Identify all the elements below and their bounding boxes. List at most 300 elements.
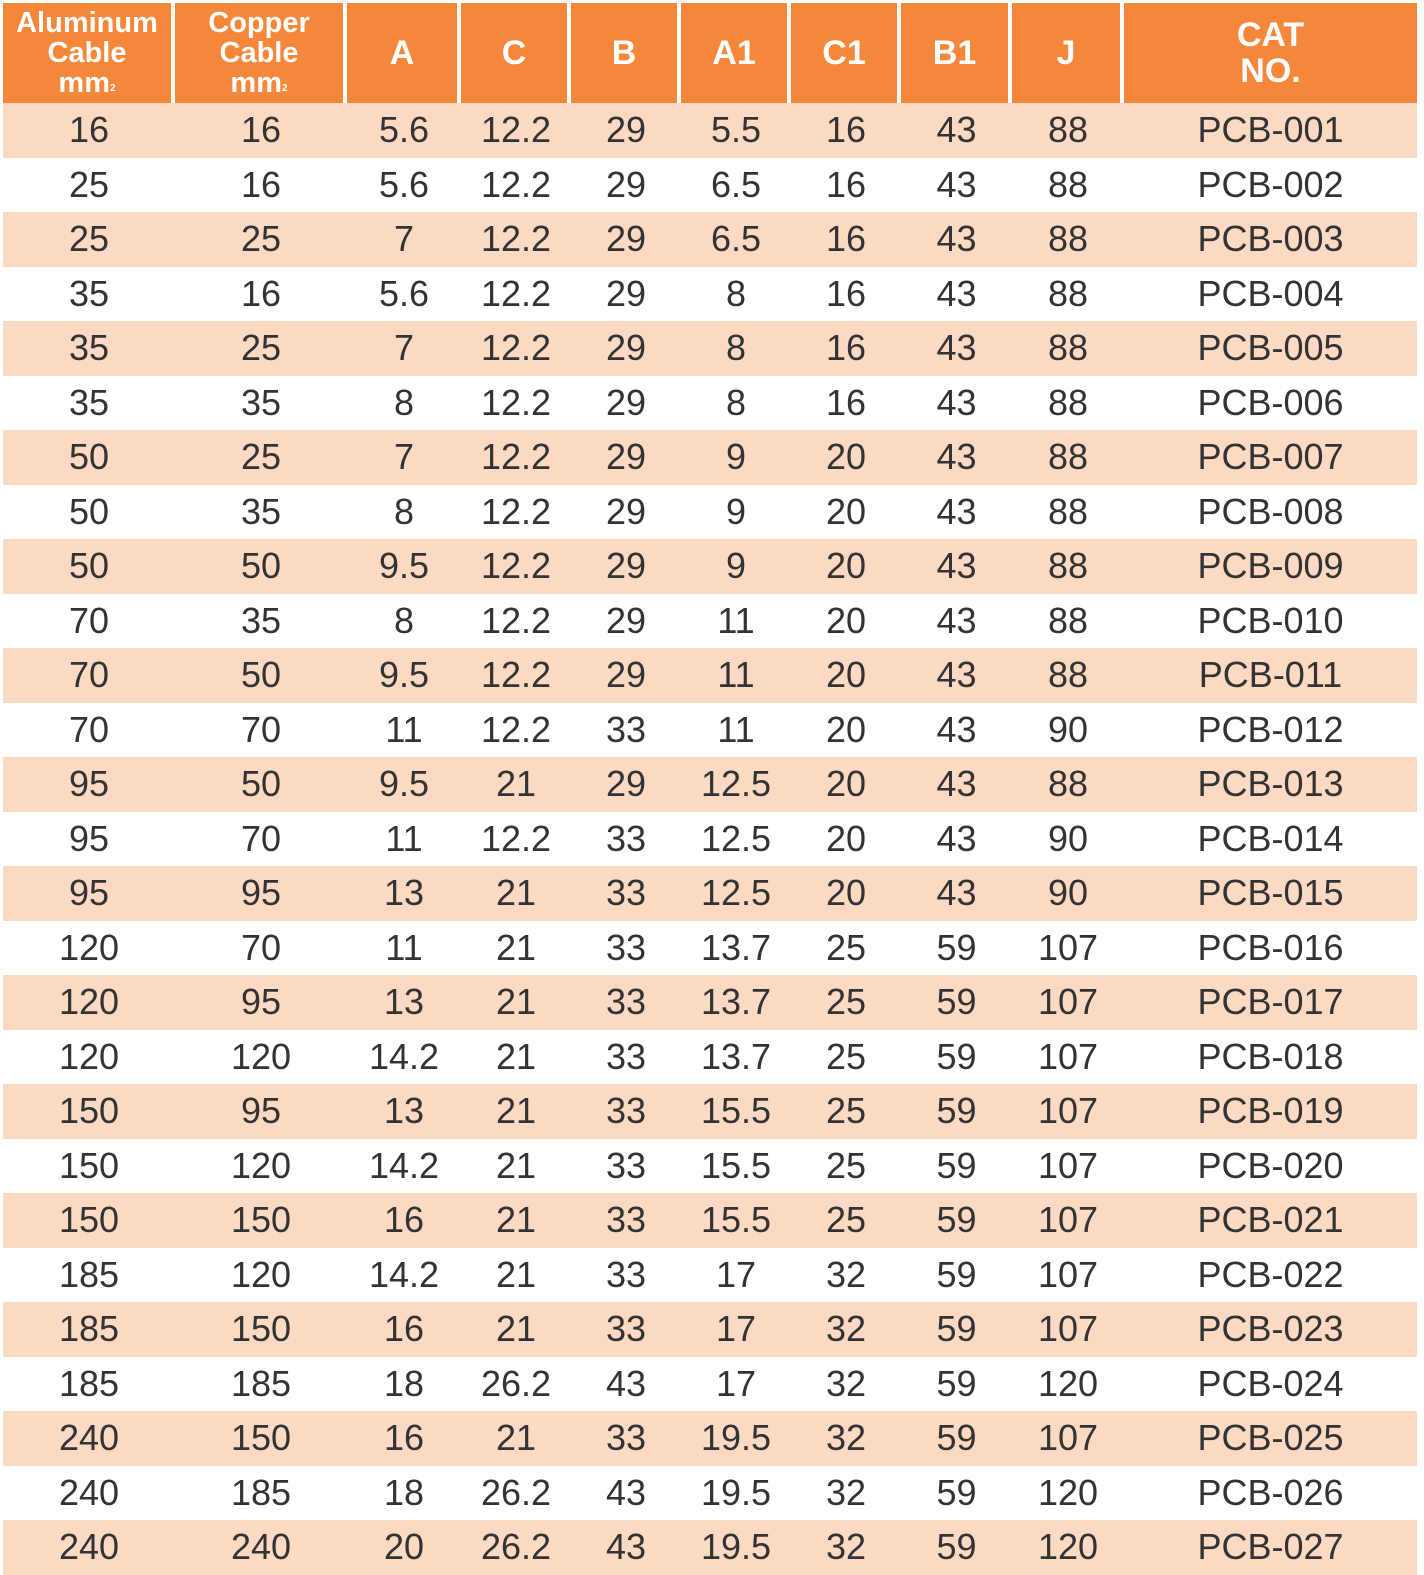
cell-b: 29	[571, 158, 681, 213]
cell-a: 8	[347, 485, 461, 540]
cell-a1: 11	[681, 648, 791, 703]
cell-c1: 25	[791, 921, 901, 976]
table-row	[3, 539, 1417, 594]
cell-a: 9.5	[347, 648, 461, 703]
cell-b: 33	[571, 866, 681, 921]
table-row	[3, 866, 1417, 921]
cell-c1: 25	[791, 1084, 901, 1139]
cell-a1: 19.5	[681, 1411, 791, 1466]
cell-j: 107	[1012, 1193, 1124, 1248]
cell-b: 33	[571, 975, 681, 1030]
cell-j: 107	[1012, 921, 1124, 976]
cell-b: 33	[571, 1084, 681, 1139]
cell-aluminum: 35	[3, 267, 175, 322]
cell-cat-no: PCB-026	[1124, 1466, 1417, 1521]
cell-cat-no: PCB-019	[1124, 1084, 1417, 1139]
cell-a: 16	[347, 1193, 461, 1248]
cell-j: 88	[1012, 594, 1124, 649]
cell-a1: 9	[681, 485, 791, 540]
cell-cat-no: PCB-027	[1124, 1520, 1417, 1575]
cell-cat-no: PCB-001	[1124, 103, 1417, 158]
cell-b1: 43	[901, 103, 1012, 158]
cell-a1: 11	[681, 703, 791, 758]
cell-j: 90	[1012, 812, 1124, 867]
cell-c: 21	[461, 921, 571, 976]
cell-b: 33	[571, 1139, 681, 1194]
cell-b1: 43	[901, 757, 1012, 812]
cell-copper: 50	[175, 539, 347, 594]
cell-b: 33	[571, 1248, 681, 1303]
cell-aluminum: 50	[3, 485, 175, 540]
cell-c1: 32	[791, 1411, 901, 1466]
cell-a: 9.5	[347, 757, 461, 812]
cell-c: 21	[461, 1030, 571, 1085]
cell-copper: 95	[175, 866, 347, 921]
cell-b1: 43	[901, 648, 1012, 703]
table-row	[3, 703, 1417, 758]
cell-aluminum: 25	[3, 158, 175, 213]
cell-c1: 20	[791, 594, 901, 649]
cell-c: 12.2	[461, 648, 571, 703]
cell-a: 5.6	[347, 103, 461, 158]
cell-c1: 16	[791, 376, 901, 431]
cell-c: 21	[461, 757, 571, 812]
header-col-b1: B1	[901, 3, 1012, 103]
header-col-a1: A1	[681, 3, 791, 103]
cell-cat-no: PCB-013	[1124, 757, 1417, 812]
cell-j: 88	[1012, 376, 1124, 431]
cell-j: 88	[1012, 267, 1124, 322]
cell-b1: 43	[901, 212, 1012, 267]
cell-c: 12.2	[461, 267, 571, 322]
cell-j: 88	[1012, 158, 1124, 213]
header-copper-cable: Copper Cable $mm^2$	[175, 3, 347, 103]
cell-b1: 43	[901, 267, 1012, 322]
cell-aluminum: 95	[3, 812, 175, 867]
cell-aluminum: 185	[3, 1302, 175, 1357]
cell-j: 88	[1012, 103, 1124, 158]
cell-copper: 16	[175, 158, 347, 213]
cell-a: 9.5	[347, 539, 461, 594]
cell-b1: 59	[901, 1193, 1012, 1248]
cell-j: 120	[1012, 1466, 1124, 1521]
cell-b: 29	[571, 648, 681, 703]
cell-c: 12.2	[461, 485, 571, 540]
cell-c: 26.2	[461, 1520, 571, 1575]
cell-aluminum: 16	[3, 103, 175, 158]
cell-copper: 120	[175, 1248, 347, 1303]
cell-aluminum: 50	[3, 430, 175, 485]
cell-a1: 6.5	[681, 212, 791, 267]
cell-cat-no: PCB-008	[1124, 485, 1417, 540]
cell-copper: 25	[175, 430, 347, 485]
cell-c1: 32	[791, 1520, 901, 1575]
cell-aluminum: 25	[3, 212, 175, 267]
cell-b: 43	[571, 1520, 681, 1575]
cell-b: 33	[571, 921, 681, 976]
cell-b1: 43	[901, 158, 1012, 213]
header-row	[3, 3, 1417, 103]
cell-c1: 25	[791, 975, 901, 1030]
cell-c1: 16	[791, 267, 901, 322]
cell-j: 88	[1012, 757, 1124, 812]
cell-a: 20	[347, 1520, 461, 1575]
cell-b1: 43	[901, 485, 1012, 540]
cell-copper: 35	[175, 485, 347, 540]
cell-b: 29	[571, 103, 681, 158]
cell-a1: 17	[681, 1357, 791, 1412]
cell-c: 21	[461, 1139, 571, 1194]
header-col-j: J	[1012, 3, 1124, 103]
table-row	[3, 812, 1417, 867]
cell-cat-no: PCB-003	[1124, 212, 1417, 267]
cell-copper: 150	[175, 1411, 347, 1466]
cell-a: 11	[347, 921, 461, 976]
cell-b: 33	[571, 1411, 681, 1466]
cell-c: 26.2	[461, 1357, 571, 1412]
cell-copper: 95	[175, 975, 347, 1030]
cell-copper: 50	[175, 757, 347, 812]
cell-b: 29	[571, 267, 681, 322]
cell-c: 21	[461, 975, 571, 1030]
cell-j: 107	[1012, 975, 1124, 1030]
cell-c1: 20	[791, 485, 901, 540]
table-row	[3, 1030, 1417, 1085]
cell-cat-no: PCB-009	[1124, 539, 1417, 594]
cell-j: 107	[1012, 1248, 1124, 1303]
cell-j: 88	[1012, 485, 1124, 540]
cell-aluminum: 35	[3, 376, 175, 431]
cable-lug-spec-table	[3, 3, 1417, 1575]
cell-c: 21	[461, 1302, 571, 1357]
header-col-b: B	[571, 3, 681, 103]
cell-cat-no: PCB-017	[1124, 975, 1417, 1030]
cell-cat-no: PCB-022	[1124, 1248, 1417, 1303]
cell-b1: 43	[901, 539, 1012, 594]
table-row	[3, 485, 1417, 540]
cell-aluminum: 70	[3, 703, 175, 758]
header-col-c1: C1	[791, 3, 901, 103]
table-row	[3, 757, 1417, 812]
cell-c: 21	[461, 1193, 571, 1248]
cell-a1: 9	[681, 430, 791, 485]
cell-c: 12.2	[461, 430, 571, 485]
cell-copper: 95	[175, 1084, 347, 1139]
cell-aluminum: 120	[3, 1030, 175, 1085]
cell-a1: 15.5	[681, 1193, 791, 1248]
cell-aluminum: 95	[3, 757, 175, 812]
cell-j: 107	[1012, 1084, 1124, 1139]
cell-copper: 50	[175, 648, 347, 703]
cell-copper: 16	[175, 267, 347, 322]
cell-copper: 150	[175, 1302, 347, 1357]
cell-c1: 25	[791, 1139, 901, 1194]
cell-copper: 70	[175, 703, 347, 758]
table-row	[3, 594, 1417, 649]
cell-b: 29	[571, 430, 681, 485]
table-row	[3, 1466, 1417, 1521]
cell-a: 13	[347, 1084, 461, 1139]
cell-j: 88	[1012, 648, 1124, 703]
cell-c: 21	[461, 1411, 571, 1466]
cell-j: 88	[1012, 539, 1124, 594]
cell-j: 107	[1012, 1139, 1124, 1194]
cell-aluminum: 95	[3, 866, 175, 921]
cell-c: 12.2	[461, 212, 571, 267]
cell-a: 14.2	[347, 1139, 461, 1194]
cell-j: 107	[1012, 1030, 1124, 1085]
cell-aluminum: 70	[3, 594, 175, 649]
table-row	[3, 158, 1417, 213]
cell-c1: 20	[791, 812, 901, 867]
cell-aluminum: 240	[3, 1520, 175, 1575]
cell-copper: 185	[175, 1466, 347, 1521]
cell-b: 29	[571, 485, 681, 540]
cell-j: 90	[1012, 703, 1124, 758]
cell-c1: 32	[791, 1466, 901, 1521]
cell-aluminum: 150	[3, 1084, 175, 1139]
cell-c: 26.2	[461, 1466, 571, 1521]
cell-a: 16	[347, 1302, 461, 1357]
cell-b1: 59	[901, 921, 1012, 976]
cell-aluminum: 240	[3, 1411, 175, 1466]
cell-copper: 185	[175, 1357, 347, 1412]
cell-aluminum: 240	[3, 1466, 175, 1521]
cell-c: 12.2	[461, 539, 571, 594]
cell-a: 14.2	[347, 1030, 461, 1085]
cell-cat-no: PCB-023	[1124, 1302, 1417, 1357]
cell-c: 12.2	[461, 703, 571, 758]
cell-a1: 19.5	[681, 1520, 791, 1575]
cell-cat-no: PCB-004	[1124, 267, 1417, 322]
cell-b: 29	[571, 376, 681, 431]
cell-b1: 59	[901, 1248, 1012, 1303]
cell-a: 13	[347, 975, 461, 1030]
cell-a1: 19.5	[681, 1466, 791, 1521]
cell-copper: 240	[175, 1520, 347, 1575]
table-row	[3, 1411, 1417, 1466]
cell-b1: 59	[901, 975, 1012, 1030]
header-col-a: A	[347, 3, 461, 103]
cell-c: 12.2	[461, 376, 571, 431]
cell-b1: 43	[901, 594, 1012, 649]
cell-b1: 59	[901, 1411, 1012, 1466]
cell-cat-no: PCB-024	[1124, 1357, 1417, 1412]
cell-c1: 20	[791, 703, 901, 758]
table-row	[3, 921, 1417, 976]
cell-b1: 43	[901, 812, 1012, 867]
cell-copper: 25	[175, 212, 347, 267]
cell-aluminum: 185	[3, 1248, 175, 1303]
cell-b: 29	[571, 594, 681, 649]
cell-c1: 16	[791, 158, 901, 213]
table-row	[3, 212, 1417, 267]
header-aluminum-cable: Aluminum Cable $mm^2$	[3, 3, 175, 103]
cell-j: 88	[1012, 212, 1124, 267]
cell-c: 21	[461, 1248, 571, 1303]
cell-j: 120	[1012, 1357, 1124, 1412]
cell-c1: 20	[791, 866, 901, 921]
cell-c: 12.2	[461, 103, 571, 158]
cell-cat-no: PCB-025	[1124, 1411, 1417, 1466]
cell-a: 8	[347, 594, 461, 649]
cell-a1: 12.5	[681, 757, 791, 812]
cell-b1: 43	[901, 376, 1012, 431]
cell-a1: 9	[681, 539, 791, 594]
cell-c: 12.2	[461, 812, 571, 867]
cell-a1: 6.5	[681, 158, 791, 213]
cell-b1: 59	[901, 1084, 1012, 1139]
cell-cat-no: PCB-002	[1124, 158, 1417, 213]
cell-cat-no: PCB-012	[1124, 703, 1417, 758]
cell-a: 8	[347, 376, 461, 431]
cell-cat-no: PCB-018	[1124, 1030, 1417, 1085]
cell-j: 107	[1012, 1411, 1124, 1466]
cell-b1: 43	[901, 321, 1012, 376]
cell-copper: 150	[175, 1193, 347, 1248]
cell-aluminum: 120	[3, 921, 175, 976]
cell-a1: 13.7	[681, 1030, 791, 1085]
cell-j: 88	[1012, 321, 1124, 376]
cell-b: 29	[571, 212, 681, 267]
cell-cat-no: PCB-011	[1124, 648, 1417, 703]
cell-copper: 25	[175, 321, 347, 376]
cell-a1: 17	[681, 1302, 791, 1357]
cell-cat-no: PCB-021	[1124, 1193, 1417, 1248]
cell-c1: 16	[791, 103, 901, 158]
cell-j: 90	[1012, 866, 1124, 921]
table-row	[3, 1139, 1417, 1194]
cell-c1: 32	[791, 1357, 901, 1412]
cell-cat-no: PCB-005	[1124, 321, 1417, 376]
cell-copper: 70	[175, 812, 347, 867]
table-row	[3, 103, 1417, 158]
table-row	[3, 321, 1417, 376]
cell-a1: 5.5	[681, 103, 791, 158]
table-row	[3, 975, 1417, 1030]
cell-b: 43	[571, 1357, 681, 1412]
cell-aluminum: 70	[3, 648, 175, 703]
cell-a1: 8	[681, 267, 791, 322]
cell-b1: 59	[901, 1139, 1012, 1194]
table-row	[3, 648, 1417, 703]
table-row	[3, 1520, 1417, 1575]
cell-cat-no: PCB-020	[1124, 1139, 1417, 1194]
header-col-c: C	[461, 3, 571, 103]
cell-c1: 20	[791, 648, 901, 703]
cell-a: 7	[347, 212, 461, 267]
table-row	[3, 1302, 1417, 1357]
cell-b: 33	[571, 1030, 681, 1085]
cell-c1: 16	[791, 321, 901, 376]
cell-b1: 59	[901, 1030, 1012, 1085]
cell-copper: 35	[175, 376, 347, 431]
cell-b: 29	[571, 757, 681, 812]
table-row	[3, 1193, 1417, 1248]
cell-b: 33	[571, 1193, 681, 1248]
cell-j: 88	[1012, 430, 1124, 485]
cell-c1: 20	[791, 430, 901, 485]
cell-c: 21	[461, 1084, 571, 1139]
cell-c1: 16	[791, 212, 901, 267]
cell-b: 43	[571, 1466, 681, 1521]
cell-a1: 8	[681, 321, 791, 376]
cell-aluminum: 120	[3, 975, 175, 1030]
cell-c: 12.2	[461, 158, 571, 213]
cell-b: 29	[571, 321, 681, 376]
cell-a1: 17	[681, 1248, 791, 1303]
cell-a: 11	[347, 812, 461, 867]
cell-aluminum: 50	[3, 539, 175, 594]
cell-cat-no: PCB-006	[1124, 376, 1417, 431]
cell-copper: 70	[175, 921, 347, 976]
cell-a1: 12.5	[681, 812, 791, 867]
cell-c1: 20	[791, 539, 901, 594]
cell-aluminum: 35	[3, 321, 175, 376]
table-row	[3, 376, 1417, 431]
cell-a: 7	[347, 430, 461, 485]
table-body	[3, 103, 1417, 1575]
table-row	[3, 267, 1417, 322]
cell-a1: 15.5	[681, 1084, 791, 1139]
cell-c: 12.2	[461, 321, 571, 376]
cell-a: 5.6	[347, 158, 461, 213]
cell-cat-no: PCB-014	[1124, 812, 1417, 867]
cell-cat-no: PCB-010	[1124, 594, 1417, 649]
cell-a: 11	[347, 703, 461, 758]
table-row	[3, 1357, 1417, 1412]
cell-b1: 59	[901, 1520, 1012, 1575]
cell-a1: 13.7	[681, 921, 791, 976]
cell-copper: 16	[175, 103, 347, 158]
cell-a: 7	[347, 321, 461, 376]
cell-b1: 43	[901, 430, 1012, 485]
cell-c1: 32	[791, 1248, 901, 1303]
cell-copper: 35	[175, 594, 347, 649]
cell-copper: 120	[175, 1139, 347, 1194]
cell-b1: 59	[901, 1466, 1012, 1521]
table-row	[3, 1248, 1417, 1303]
cell-b1: 59	[901, 1357, 1012, 1412]
cell-a1: 8	[681, 376, 791, 431]
cell-b1: 59	[901, 1302, 1012, 1357]
cell-a1: 12.5	[681, 866, 791, 921]
header-cat-no: CAT NO.	[1124, 3, 1417, 103]
cell-c1: 20	[791, 757, 901, 812]
cell-b: 33	[571, 812, 681, 867]
cell-a: 5.6	[347, 267, 461, 322]
cell-cat-no: PCB-016	[1124, 921, 1417, 976]
cell-c: 12.2	[461, 594, 571, 649]
cell-c1: 25	[791, 1030, 901, 1085]
cell-b: 29	[571, 539, 681, 594]
cell-c1: 32	[791, 1302, 901, 1357]
table-row	[3, 1084, 1417, 1139]
cell-copper: 120	[175, 1030, 347, 1085]
cell-j: 120	[1012, 1520, 1124, 1575]
cell-j: 107	[1012, 1302, 1124, 1357]
cell-a: 18	[347, 1357, 461, 1412]
cell-a1: 13.7	[681, 975, 791, 1030]
cell-b: 33	[571, 1302, 681, 1357]
cell-a: 18	[347, 1466, 461, 1521]
cell-b: 33	[571, 703, 681, 758]
cell-c: 21	[461, 866, 571, 921]
cell-cat-no: PCB-007	[1124, 430, 1417, 485]
cell-b1: 43	[901, 866, 1012, 921]
cell-a: 13	[347, 866, 461, 921]
cell-b1: 43	[901, 703, 1012, 758]
